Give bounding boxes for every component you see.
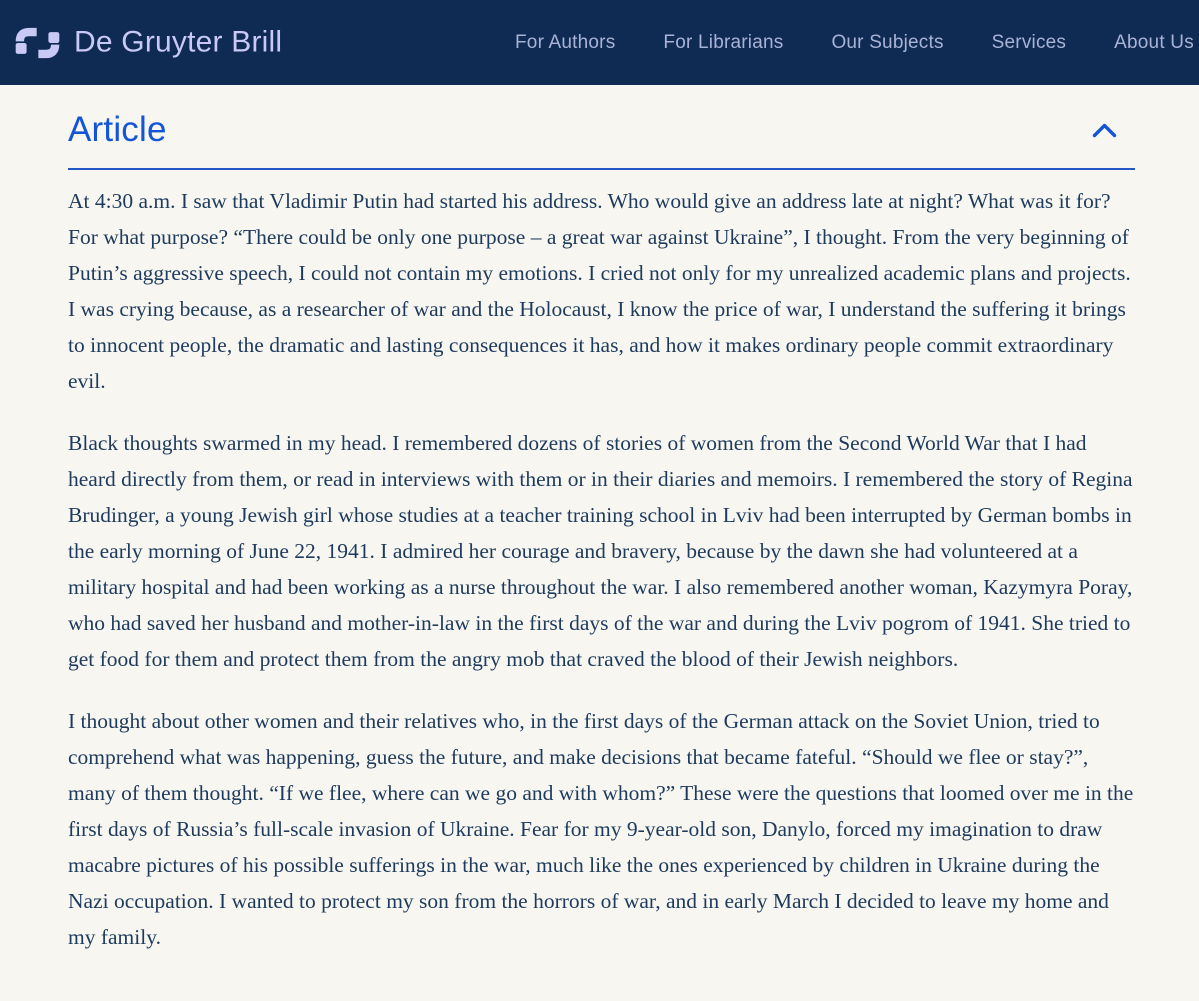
primary-nav xyxy=(515,0,1194,85)
collapse-section-button[interactable] xyxy=(1088,119,1121,142)
top-navbar xyxy=(0,0,1199,85)
article-section xyxy=(0,108,1199,955)
nav-services[interactable]: Services xyxy=(991,31,1067,53)
article-paragraph-2: Black thoughts swarmed in my head. I remembered dozens of stories of women from the Second World War that I had heard directly from them, or read in interviews with them or in their diaries and memoirs. I remembered the story of Regina Brudinger, a young Jewish girl whose studies at a teacher training school in Lviv had been interrupted by German bombs in the early morning of June 22, 1941. I admired her courage and bravery, because by the dawn she had volunteered at a military hospital and had been working as a nurse throughout the war. I also remembered another woman, Kazymyra Poray, who had saved her husband and mother-in-law in the first days of the war and during the Lviv pogrom of 1941. She tried to get food for them and protect them from the angry mob that craved the blood of their Jewish neighbors. xyxy=(68,431,1133,671)
article-paragraph-1: At 4:30 a.m. I saw that Vladimir Putin had started his address. Who would give an address late at night? What was it for? For what purpose? “There could be only one purpose – a great war against Ukraine”, I thought. From the very beginning of Putin’s aggressive speech, I could not contain my emotions. I cried not only for my unrealized academic plans and projects. I was crying because, as a researcher of war and the Holocaust, I know the price of war, I understand the suffering it brings to innocent people, the dramatic and lasting consequences it has, and how it makes ordinary people commit extraordinary evil. xyxy=(68,189,1131,393)
section-title: Article xyxy=(68,110,167,149)
section-header xyxy=(68,108,1135,152)
brand-name: De Gruyter Brill xyxy=(74,25,283,59)
de-gruyter-brill-logo-icon xyxy=(14,23,61,62)
nav-for-authors[interactable]: For Authors xyxy=(515,31,616,53)
nav-our-subjects[interactable]: Our Subjects xyxy=(831,31,944,53)
chevron-up-icon xyxy=(1092,126,1117,141)
brand-logo[interactable] xyxy=(14,23,282,62)
nav-for-librarians[interactable]: For Librarians xyxy=(663,31,784,53)
article-paragraph-3: I thought about other women and their relatives who, in the first days of the German attack on the Soviet Union, tried to comprehend what was happening, guess the future, and make decisions that became fateful. “Should we flee or stay?”, many of them thought. “If we flee, where can we go and with whom?” These were the questions that loomed over me in the first days of Russia’s full-scale invasion of Ukraine. Fear for my 9-year-old son, Danylo, forced my imagination to draw macabre pictures of his possible sufferings in the war, much like the ones experienced by children in Ukraine during the Nazi occupation. I wanted to protect my son from the horrors of war, and in early March I decided to leave my home and my family. xyxy=(68,709,1134,949)
nav-about-us[interactable]: About Us xyxy=(1114,31,1194,53)
section-divider xyxy=(68,168,1135,170)
